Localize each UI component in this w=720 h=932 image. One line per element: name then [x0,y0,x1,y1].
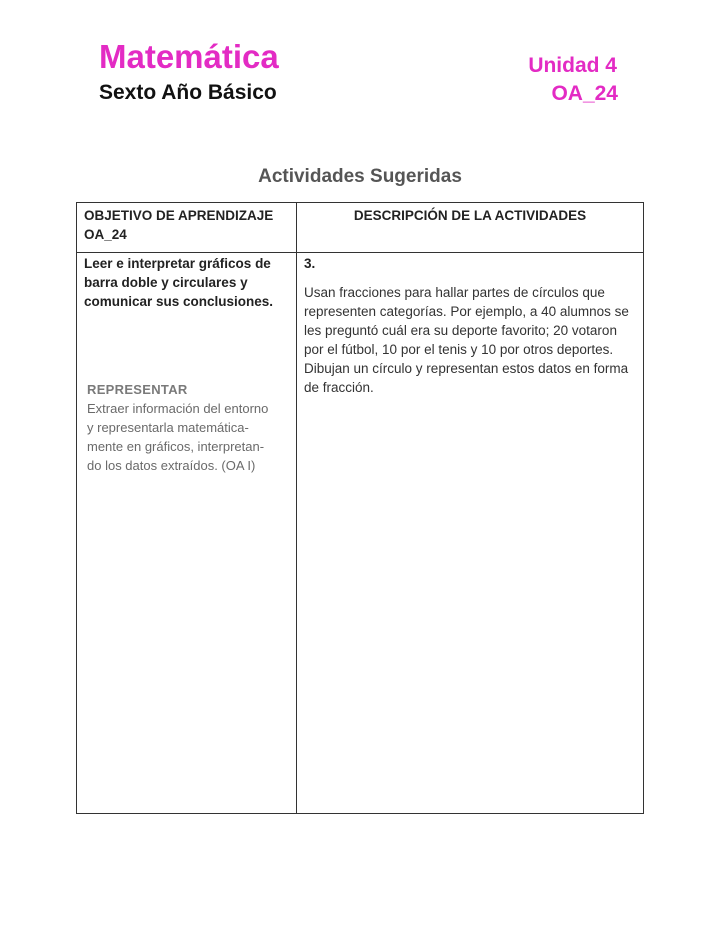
objective-column-header: OBJETIVO DE APRENDIZAJE OA_24 [84,208,274,242]
table-column-divider [296,203,297,813]
activity-description: Usan fracciones para hallar partes de círculos que representen categorías. Por ejemplo, a 40 alumnos se les preguntó cuál era su deporte favorito; 20 votaron por el fútbol, 10 por el tenis y 10 por otros deportes. Dibujan un círculo y representan estos datos en forma de fracción. [304,285,629,395]
section-title: Actividades Sugeridas [258,166,462,187]
oa-code-label: OA_24 [551,82,618,105]
skill-description: Extraer información del entorno y representarla matemática- mente en gráficos, interpretan- do los datos extraídos. (OA I) [87,401,269,473]
activity-number: 3. [304,256,316,271]
skill-title: REPRESENTAR [87,382,188,397]
grade-title: Sexto Año Básico [99,81,277,104]
learning-objective-text: Leer e interpretar gráficos de barra doble y circulares y comunicar sus conclusiones. [84,256,274,309]
subject-title: Matemática [99,38,279,75]
table-row-divider [77,252,643,253]
unit-label: Unidad 4 [528,54,617,77]
activity-table [76,202,644,814]
description-column-header: DESCRIPCIÓN DE LA ACTIVIDADES [353,208,587,223]
skill-box [87,381,292,475]
